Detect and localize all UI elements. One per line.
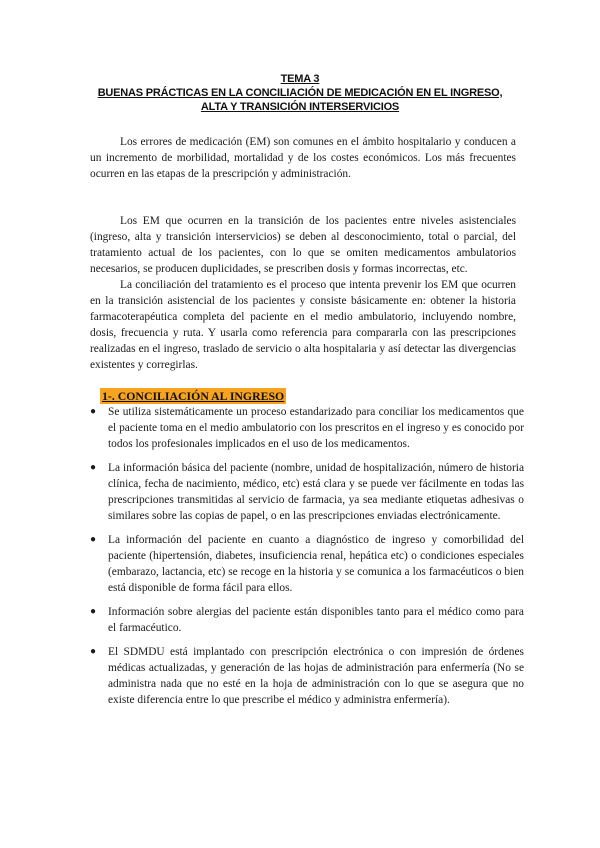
bullet-icon: ● (90, 462, 97, 473)
list-item-text: La información del paciente en cuanto a diagnóstico de ingreso y comorbilidad del paciente (hipertensión, diabetes, insuficiencia renal, hepática etc) o condiciones especiales (embarazo, lactancia, etc) se recoge en la historia y se comunica a los farmacéuticos o bien está disponible de forma fácil para ellos. (108, 534, 524, 594)
list-item-text: El SDMDU está implantado con prescripción electrónica o con impresión de órdenes médicas actualizadas, y generación de las hojas de administración para enfermería (No se administra nada que no esté en la hoja de administración con lo que se asegura que no existe diferencia entre lo que prescribe el médico y administra enfermería). (108, 646, 524, 706)
list-item (90, 604, 524, 636)
bullet-list (90, 404, 524, 716)
list-item (90, 644, 524, 708)
paragraph-transition-errors: Los EM que ocurren en la transición de los pacientes entre niveles asistenciales (ingreso, alta y transición interservicios) se deben al desconocimiento, total o parcial, del tratamiento actual de los pacientes, con lo que se omiten medicamentos ambulatorios necesarios, se producen duplicidades, se prescriben dosis y formas incorrectas, etc. (90, 215, 516, 275)
list-item-text: Se utiliza sistemáticamente un proceso estandarizado para conciliar los medicamentos que el paciente toma en el medio ambulatorio con los prescritos en el ingreso y es conocido por todos los profesionales implicados en el uso de los medicamentos. (108, 406, 524, 450)
bullet-icon: ● (90, 606, 97, 617)
list-item (90, 532, 524, 596)
list-item-text: Información sobre alergias del paciente están disponibles tanto para el médico como para el farmacéutico. (108, 606, 524, 634)
section-heading-admission: 1-. CONCILIACIÓN AL INGRESO (102, 389, 285, 403)
document-title-heading: BUENAS PRÁCTICAS EN LA CONCILIACIÓN DE MEDICACIÓN EN EL INGRESO, ALTA Y TRANSICIÓN INTERSERVICIOS (97, 87, 503, 113)
document-title-topic: TEMA 3 (280, 73, 320, 85)
paragraph-reconciliation-definition: La conciliación del tratamiento es el proceso que intenta prevenir los EM que ocurren en la transición asistencial de los pacientes y consiste básicamente en: obtener la historia farmacoterapéutica completa del paciente en el medio ambulatorio, incluyendo nombre, dosis, frecuencia y ruta. Y usarla como referencia para compararla con las prescripciones realizadas en el ingreso, traslado de servicio o alta hospitalaria y así detectar las divergencias existentes y corregirlas. (90, 279, 516, 371)
list-item (90, 460, 524, 524)
bullet-icon: ● (90, 406, 97, 417)
list-item (90, 404, 524, 452)
bullet-icon: ● (90, 534, 97, 545)
bullet-icon: ● (90, 646, 97, 657)
paragraph-intro: Los errores de medicación (EM) son comunes en el ámbito hospitalario y conducen a un incremento de morbilidad, mortalidad y de los costes económicos. Los más frecuentes ocurren en las etapas de la prescripción y administración. (90, 136, 516, 180)
list-item-text: La información básica del paciente (nombre, unidad de hospitalización, número de historia clínica, fecha de nacimiento, médico, etc) está clara y se puede ver fácilmente en todas las prescripciones transmitidas al servicio de farmacia, ya sea mediante etiquetas adhesivas o similares sobre las copias de papel, o en las prescripciones enviadas electrónicamente. (108, 462, 524, 522)
